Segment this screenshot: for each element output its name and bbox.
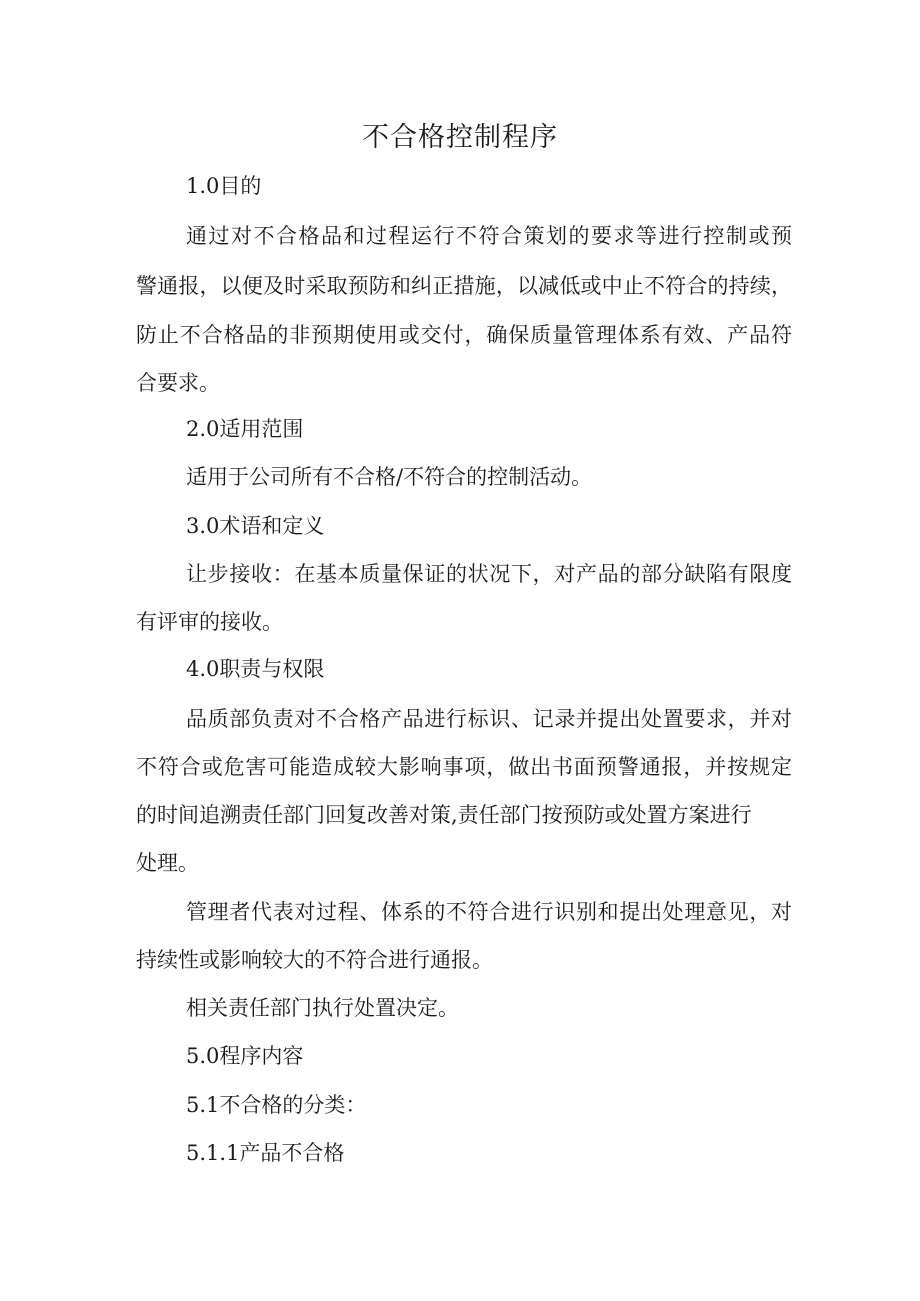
section-1-paragraph-line-4: 合要求。: [136, 371, 220, 395]
section-4-paragraph-1-line-3: 的时间追溯责任部门回复改善对策,责任部门按预防或处置方案进行: [136, 803, 752, 827]
section-2-heading: 2.0适用范围: [186, 417, 304, 441]
section-5-1-heading: 5.1不合格的分类：: [186, 1093, 367, 1117]
section-3-heading: 3.0术语和定义: [186, 514, 325, 538]
section-1-heading: 1.0目的: [186, 174, 262, 198]
section-4-paragraph-3-line-1: 相关责任部门执行处置决定。: [186, 996, 459, 1020]
section-4-paragraph-2-line-1: 管理者代表对过程、体系的不符合进行识别和提出处理意见，对: [186, 900, 792, 924]
section-4-paragraph-1-line-1: 品质部负责对不合格产品进行标识、记录并提出处置要求，并对: [186, 707, 792, 731]
section-5-heading: 5.0程序内容: [186, 1044, 304, 1068]
document-title: 不合格控制程序: [362, 122, 558, 153]
section-3-paragraph-line-2: 有评审的接收。: [136, 610, 283, 634]
section-1-paragraph-line-1: 通过对不合格品和过程运行不符合策划的要求等进行控制或预: [186, 224, 792, 248]
section-4-paragraph-2-line-2: 持续性或影响较大的不符合进行通报。: [136, 948, 493, 972]
section-4-paragraph-1-line-2: 不符合或危害可能造成较大影响事项，做出书面预警通报，并按规定: [136, 755, 792, 779]
section-1-paragraph-line-2: 警通报，以便及时采取预防和纠正措施，以减低或中止不符合的持续，: [136, 274, 792, 298]
section-3-paragraph-line-1: 让步接收：在基本质量保证的状况下，对产品的部分缺陷有限度: [186, 562, 792, 586]
section-5-1-1-heading: 5.1.1产品不合格: [186, 1141, 345, 1165]
section-4-paragraph-1-line-4: 处理。: [136, 851, 199, 875]
section-4-heading: 4.0职责与权限: [186, 657, 325, 681]
section-2-paragraph-line-1: 适用于公司所有不合格/不符合的控制活动。: [186, 465, 593, 489]
section-1-paragraph-line-3: 防止不合格品的非预期使用或交付，确保质量管理体系有效、产品符: [136, 323, 792, 347]
